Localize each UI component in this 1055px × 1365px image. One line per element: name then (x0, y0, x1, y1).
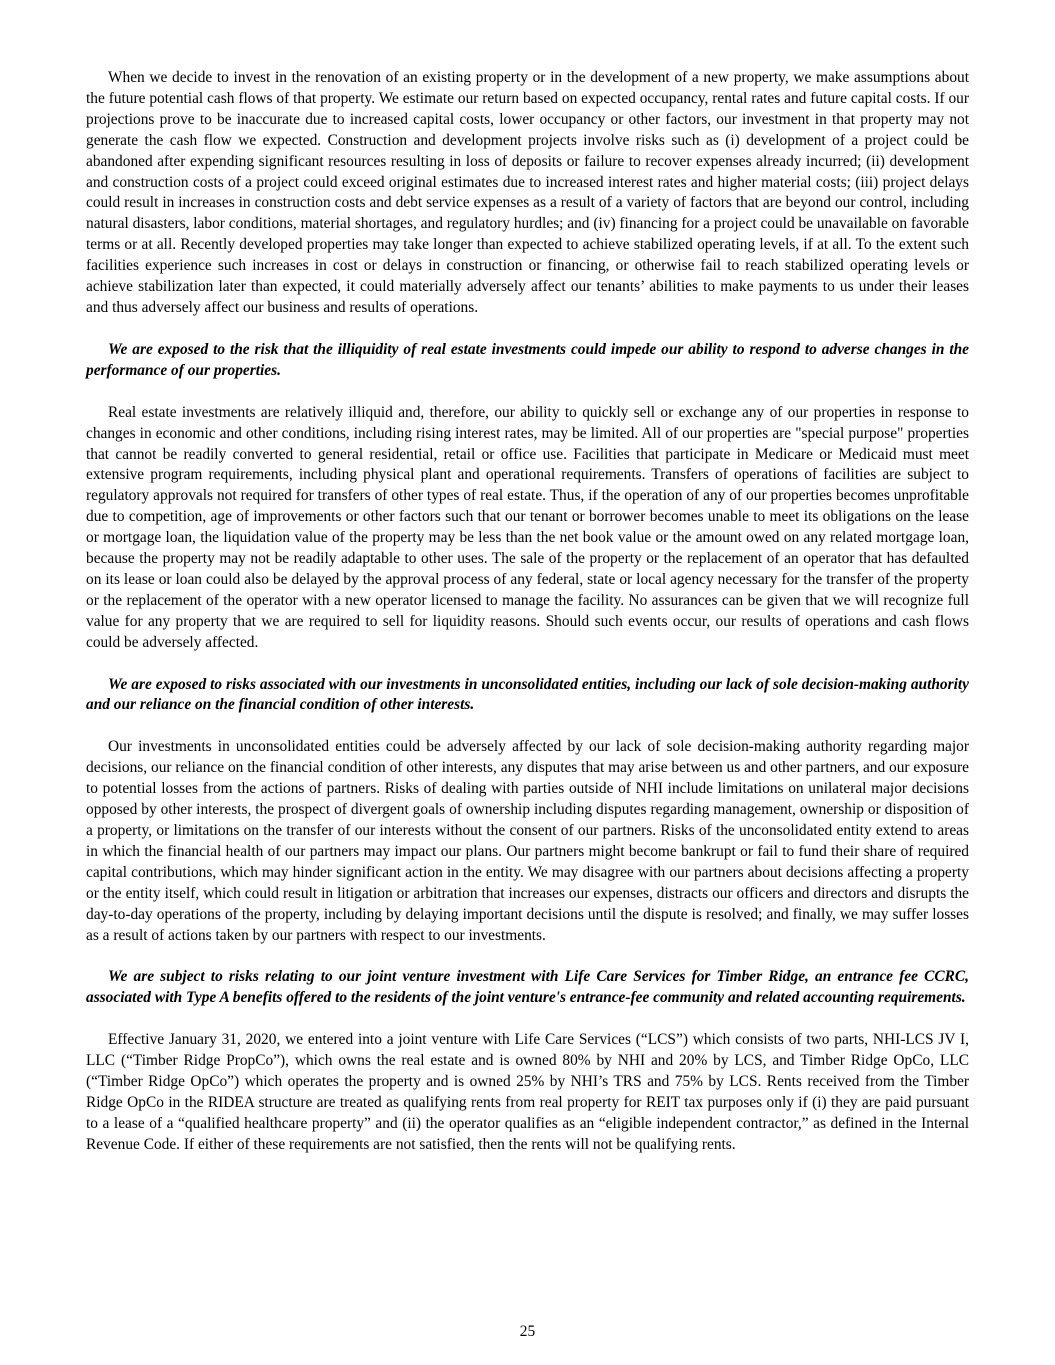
body-paragraph: When we decide to invest in the renovation of an existing property or in the development of a new property, we make assumptions about the future potential cash flows of that property. We estimate our return based on expected occupancy, rental rates and future capital costs. If our projections prove to be inaccurate due to increased capital costs, lower occupancy or other factors, our investment in that property may not generate the cash flow we expected. Construction and development projects involve risks such as (i) development of a project could be abandoned after expending significant resources resulting in loss of deposits or failure to recover expenses already incurred; (ii) development and construction costs of a project could exceed original estimates due to increased interest rates and higher material costs; (iii) project delays could result in increases in construction costs and debt service expenses as a result of a variety of factors that are beyond our control, including natural disasters, labor conditions, material shortages, and regulatory hurdles; and (iv) financing for a project could be unavailable on favorable terms or at all. Recently developed properties may take longer than expected to achieve stabilized operating levels, if at all. To the extent such facilities experience such increases in cost or delays in construction or financing, or otherwise fail to reach stabilized operating levels or achieve stabilization later than expected, it could materially adversely affect our tenants’ abilities to make payments to us under their leases and thus adversely affect our business and results of operations. (86, 69, 969, 316)
body-paragraph: Our investments in unconsolidated entities could be adversely affected by our lack of sole decision-making authority regarding major decisions, our reliance on the financial condition of other interests, any disputes that may arise between us and other partners, and our exposure to potential losses from the actions of partners. Risks of dealing with parties outside of NHI include limitations on unilateral major decisions opposed by other interests, the prospect of divergent goals of ownership including disputes regarding management, ownership or disposition of a property, or limitations on the transfer of our interests without the consent of our partners. Risks of the unconsolidated entity extend to areas in which the financial health of our partners may impact our plans. Our partners might become bankrupt or fail to fund their share of required capital contributions, which may hinder significant action in the entity. We may disagree with our partners about decisions affecting a property or the entity itself, which could result in litigation or arbitration that increases our expenses, distracts our officers and directors and disrupts the day-to-day operations of the property, including by delaying important decisions until the dispute is resolved; and finally, we may suffer losses as a result of actions taken by our partners with respect to our investments. (86, 738, 969, 944)
body-paragraph: Real estate investments are relatively illiquid and, therefore, our ability to quickly sell or exchange any of our properties in response to changes in economic and other conditions, including rising interest rates, may be limited. All of our properties are "special purpose" properties that cannot be readily converted to general residential, retail or office use. Facilities that participate in Medicare or Medicaid must meet extensive program requirements, including physical plant and operational requirements. Transfers of operations of facilities are subject to regulatory approvals not required for transfers of other types of real estate. Thus, if the operation of any of our properties becomes unprofitable due to competition, age of improvements or other factors such that our tenant or borrower becomes unable to meet its obligations on the lease or mortgage loan, the liquidation value of the property may be less than the net book value or the amount owed on any related mortgage loan, because the property may not be readily adaptable to other uses. The sale of the property or the replacement of an operator that has defaulted on its lease or loan could also be delayed by the approval process of any federal, state or local agency necessary for the transfer of the property or the replacement of the operator with a new operator licensed to manage the facility. No assurances can be given that we will recognize full value for any property that we are required to sell for liquidity reasons. Should such events occur, our results of operations and cash flows could be adversely affected. (86, 403, 969, 651)
document-body (86, 68, 969, 1156)
section-heading: We are exposed to risks associated with our investments in unconsolidated entities, including our lack of sole decision-making authority and our reliance on the financial condition of other interests. (86, 675, 969, 714)
section-heading: We are subject to risks relating to our joint venture investment with Life Care Services for Timber Ridge, an entrance fee CCRC, associated with Type A benefits offered to the residents of the joint venture's entrance-fee community and related accounting requirements. (86, 968, 969, 1007)
section-heading: We are exposed to the risk that the illiquidity of real estate investments could impede our ability to respond to adverse changes in the performance of our properties. (86, 340, 969, 379)
body-paragraph: Effective January 31, 2020, we entered into a joint venture with Life Care Services (“LCS”) which consists of two parts, NHI-LCS JV I, LLC (“Timber Ridge PropCo”), which owns the real estate and is owned 80% by NHI and 20% by LCS, and Timber Ridge OpCo, LLC (“Timber Ridge OpCo”) which operates the property and is owned 25% by NHI’s TRS and 75% by LCS. Rents received from the Timber Ridge OpCo in the RIDEA structure are treated as qualifying rents from real property for REIT tax purposes only if (i) they are paid pursuant to a lease of a “qualified healthcare property” and (ii) the operator qualifies as an “eligible independent contractor,” as defined in the Internal Revenue Code. If either of these requirements are not satisfied, then the rents will not be qualifying rents. (86, 1031, 969, 1153)
page-number: 25 (519, 1323, 536, 1340)
